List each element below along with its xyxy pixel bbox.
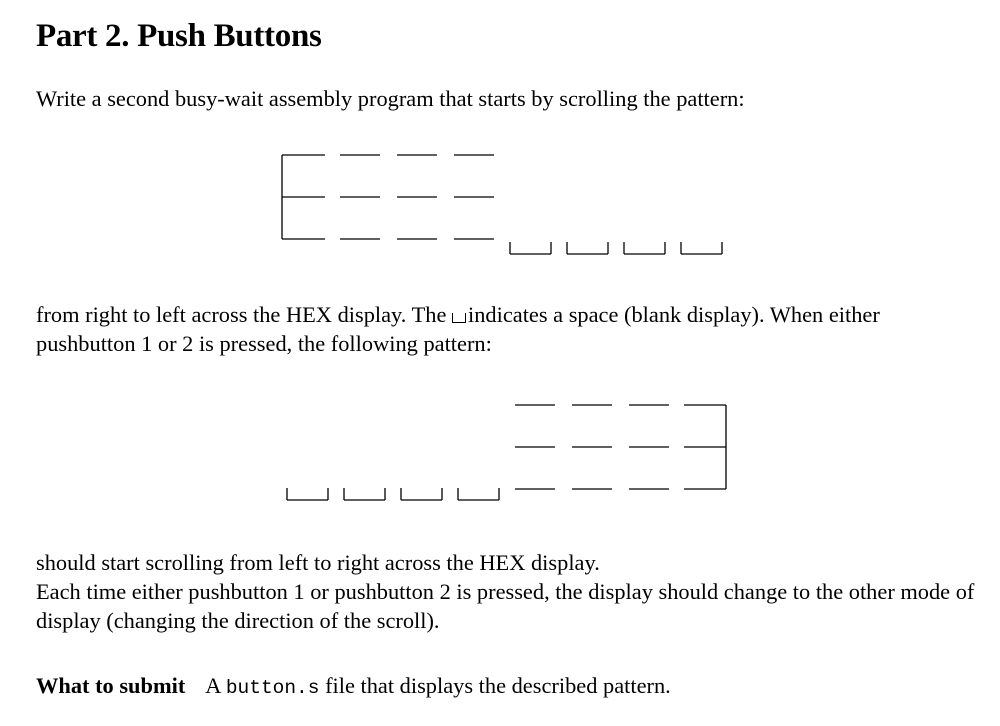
scroll-instructions-line-2: Each time either pushbutton 1 or pushbutton 2 is pressed, the display should change to the other mode of display (changing the direction of the scroll).: [36, 579, 975, 633]
submission-filename: button.s: [225, 677, 320, 699]
para2-text-before: from right to left across the HEX display. The: [36, 302, 452, 327]
scroll-instructions-line-1: should start scrolling from left to right across the HEX display.: [36, 550, 600, 575]
scroll-instructions-paragraph: [36, 548, 981, 635]
submission-text-pre: A: [205, 673, 226, 698]
section-title: Part 2. Push Buttons: [36, 18, 322, 54]
submission-text-post: file that displays the described pattern.: [319, 673, 671, 698]
hex-digit-three-bars: [515, 405, 669, 489]
intro-paragraph: Write a second busy-wait assembly program that starts by scrolling the pattern:: [36, 86, 745, 111]
hex-pattern-diagram-1: [0, 140, 1000, 260]
hex-digit-blank-spaces: [510, 242, 722, 254]
hex-digit-bracket-left: [282, 155, 325, 239]
submission-label: What to submit: [36, 673, 186, 698]
hex-digit-bracket-right: [684, 405, 726, 489]
hex-digit-three-bars: [340, 155, 494, 239]
pattern-description-paragraph: [36, 300, 981, 358]
hex-pattern-diagram-2: [0, 395, 1000, 515]
hex-digit-blank-spaces: [287, 488, 499, 500]
para2-text-after: indicates a space (blank display). When either pushbutton 1 or 2 is pressed, the following pattern:: [36, 302, 880, 356]
space-symbol-icon: [452, 313, 466, 323]
submission-paragraph: [36, 671, 981, 703]
